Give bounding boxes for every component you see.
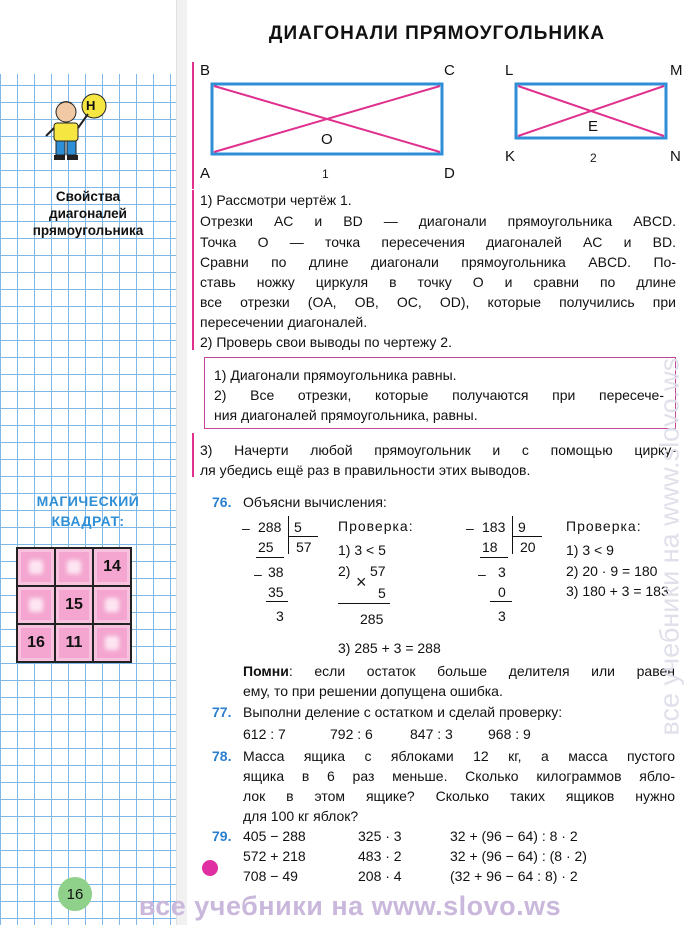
task-line: ставь ножку циркуля в точку O и сравни по длине (200, 274, 676, 290)
div2-line (490, 601, 512, 602)
task3-line: ля убедись ещё раз в правильности этих выводов. (200, 462, 531, 478)
check1-line3: 3) 285 + 3 = 288 (338, 640, 441, 656)
exercise-79-number: 79. (212, 828, 232, 844)
rule-line: ния диагоналей прямоугольника, равны. (214, 407, 478, 423)
ex78-line: ящика в 6 раз меньше. Сколько килограммов ябло- (243, 768, 675, 784)
topic-line-3: прямоугольника (32, 223, 144, 238)
ex79-col1: 572 + 218 (243, 848, 306, 864)
exercise-76-number: 76. (212, 494, 232, 510)
magic-cell: 15 (56, 587, 92, 623)
check1-line2-prefix: 2) (338, 563, 351, 579)
check1-title: Проверка: (338, 518, 414, 534)
pink-rule-task (192, 190, 194, 350)
ex79-col2: 483 · 2 (358, 848, 402, 864)
exercise-78-number: 78. (212, 748, 232, 764)
pink-dot-icon (202, 860, 218, 876)
badge-letter: Н (86, 98, 96, 113)
label-o: O (321, 131, 333, 148)
remember-line-2: ему, то при решении допущена ошибка. (243, 683, 503, 699)
div1-r1: 38 (268, 564, 284, 580)
label-e: E (588, 118, 599, 135)
check1-result: 285 (360, 611, 384, 627)
magic-cell (56, 549, 92, 585)
minus-sign: – (478, 566, 486, 582)
topic-line-1: Свойства (55, 189, 121, 204)
task-line: пересечении диагоналей. (200, 314, 368, 330)
magic-cell: 11 (56, 625, 92, 661)
task-line: 2) Проверь свои выводы по чертежу 2. (200, 334, 452, 350)
div2-quotient: 20 (520, 539, 536, 555)
magic-cell (18, 587, 54, 623)
div2-sub2: 0 (498, 584, 506, 600)
div1-quotient: 57 (296, 539, 312, 555)
task-line: Точка O — точка пересечения диагоналей AC и BD. (200, 234, 676, 250)
check1-mult1: 57 (370, 563, 386, 579)
div1-dividend: 288 (258, 519, 282, 535)
task-line: Отрезки AC и BD — диагонали прямоугольника ABCD. (200, 213, 676, 229)
magic-title-2: КВАДРАТ: (51, 513, 125, 529)
task-line: Сравни по длине диагонали прямоугольника ABCD. По- (200, 254, 676, 270)
topic-line-2: диагоналей (49, 206, 127, 221)
div2-r1: 3 (498, 564, 506, 580)
div2-divisor: 9 (518, 519, 526, 535)
figure-2-number: 2 (590, 151, 597, 165)
rule-line: 1) Диагонали прямоугольника равны. (214, 367, 457, 383)
bottom-watermark: все учебники на www.slovo.ws (138, 891, 562, 921)
exercise-77-number: 77. (212, 704, 232, 720)
exercise-76-text: Объясни вычисления: (243, 494, 387, 510)
ex79-col3: 32 + (96 − 64) : 8 · 2 (450, 828, 578, 844)
check2-line1: 1) 3 < 9 (566, 542, 614, 558)
ex77-item: 968 : 9 (488, 726, 531, 742)
div2-sub1: 18 (482, 539, 498, 555)
magic-cell (94, 625, 130, 661)
task-line: 1) Рассмотри чертёж 1. (200, 192, 352, 208)
label-l: L (505, 62, 514, 79)
label-k: K (505, 148, 516, 165)
div2-line (480, 557, 508, 558)
ex79-col1: 708 − 49 (243, 868, 298, 884)
ex77-item: 612 : 7 (243, 726, 286, 742)
div1-sub2: 35 (268, 584, 284, 600)
minus-sign: – (242, 520, 250, 536)
label-b: B (200, 62, 211, 79)
ex78-line: для 100 кг яблок? (243, 808, 359, 824)
div2-vbar (512, 516, 513, 554)
figure-1-number: 1 (322, 167, 329, 181)
ex79-col2: 208 · 4 (358, 868, 402, 884)
task-line: все отрезки (OA, OB, OC, OD), которые получились при (200, 294, 676, 310)
div1-line (266, 601, 288, 602)
pink-rule-top (192, 62, 194, 189)
div1-sub1: 25 (258, 539, 274, 555)
ex79-col3: 32 + (96 − 64) : (8 · 2) (450, 848, 587, 864)
div1-divisor: 5 (294, 519, 302, 535)
ex79-col1: 405 − 288 (243, 828, 306, 844)
rule-line: 2) Все отрезки, которые получаются при пересече- (214, 387, 664, 403)
label-m: M (670, 62, 683, 79)
boy-with-badge-icon (36, 92, 116, 174)
magic-cell (94, 587, 130, 623)
sidebar-top (0, 0, 176, 74)
times-sign: × (356, 572, 367, 592)
div1-line (256, 557, 284, 558)
ex78-line: лок в этом ящике? Сколько таких ящиков нужно (243, 788, 675, 804)
remember-line-1 (243, 661, 675, 681)
label-d: D (444, 165, 455, 182)
vertical-watermark: все учебники на www.slovo.ws (654, 357, 685, 736)
exercise-77-text: Выполни деление с остатком и сделай проверку: (243, 704, 563, 720)
check1-mult2: 5 (378, 585, 386, 601)
ex79-col2: 325 · 3 (358, 828, 402, 844)
magic-cell: 16 (18, 625, 54, 661)
page-number: 16 (58, 877, 92, 911)
sidebar-edge (176, 0, 187, 925)
remember-bold: Помни (243, 663, 289, 679)
page-title: ДИАГОНАЛИ ПРЯМОУГОЛЬНИКА (268, 23, 606, 44)
label-a: A (200, 165, 211, 182)
check1-line1: 1) 3 < 5 (338, 542, 386, 558)
check1-line (338, 603, 390, 604)
check2-title: Проверка: (566, 518, 642, 534)
ex77-item: 792 : 6 (330, 726, 373, 742)
div1-remainder: 3 (276, 608, 284, 624)
magic-title-1: МАГИЧЕСКИЙ (36, 493, 140, 509)
check2-line3: 3) 180 + 3 = 183 (566, 583, 669, 599)
magic-square (16, 547, 132, 663)
ex79-col3: (32 + 96 − 64 : 8) · 2 (450, 868, 578, 884)
minus-sign: – (466, 520, 474, 536)
check2-line2: 2) 20 · 9 = 180 (566, 563, 658, 579)
pink-rule-task3 (192, 433, 194, 477)
div1-vbar (288, 516, 289, 554)
task3-line: 3) Начерти любой прямоугольник и с помощью цирку- (200, 442, 676, 458)
remember-text: : если остаток больше делителя или равен (288, 663, 675, 679)
magic-cell: 14 (94, 549, 130, 585)
label-n: N (670, 148, 681, 165)
ex77-item: 847 : 3 (410, 726, 453, 742)
minus-sign: – (254, 566, 262, 582)
ex78-line: Масса ящика с яблоками 12 кг, а масса пустого (243, 748, 675, 764)
label-c: C (444, 62, 455, 79)
magic-cell (18, 549, 54, 585)
div2-dividend: 183 (482, 519, 506, 535)
div2-remainder: 3 (498, 608, 506, 624)
